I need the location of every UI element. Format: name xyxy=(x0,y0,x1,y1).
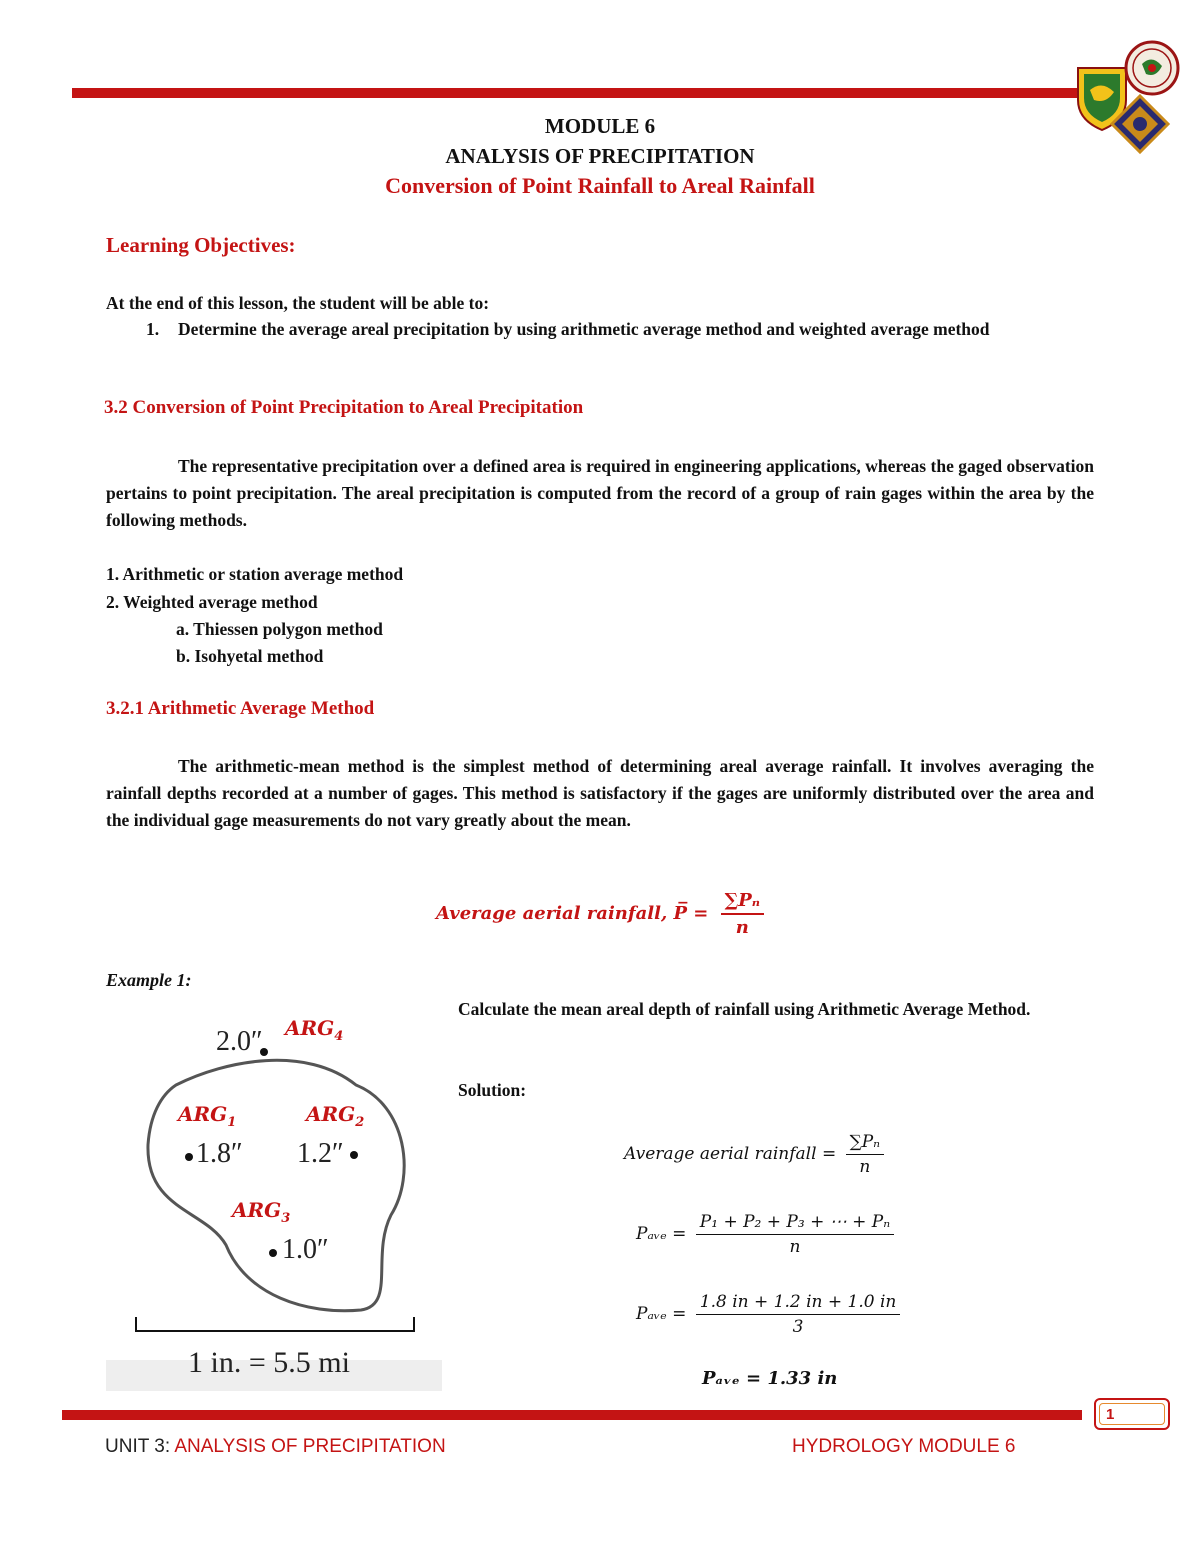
objectives-heading: Learning Objectives: xyxy=(106,233,296,257)
module-topic: Conversion of Point Rainfall to Areal Rainfall xyxy=(385,173,815,198)
eq2-fraction xyxy=(696,1212,894,1257)
objective-number: 1. xyxy=(146,319,160,339)
page-number-badge xyxy=(1094,1398,1170,1430)
formula-lhs: Average aerial rainfall, P̅ = xyxy=(436,903,709,924)
eq3-denominator: 3 xyxy=(792,1317,804,1337)
gauge-4-label: $ARG_4$ xyxy=(285,1016,344,1044)
submethod-item-a: a. Thiessen polygon method xyxy=(176,619,383,639)
gauge-4-value: 2.0″ xyxy=(216,1026,263,1057)
gauge-3-label: $ARG_3$ xyxy=(232,1198,291,1226)
solution-equation-2 xyxy=(636,1212,894,1257)
formula-denominator: n xyxy=(735,917,749,938)
gauge-2-value: 1.2″ xyxy=(297,1138,344,1169)
section-3-2-heading: 3.2 Conversion of Point Precipitation to Areal Precipitation xyxy=(104,397,584,418)
objectives-intro: At the end of this lesson, the student will be able to: xyxy=(106,293,490,313)
eq1-denominator: n xyxy=(859,1157,871,1177)
eq1-fraction xyxy=(846,1132,884,1177)
objective-text: Determine the average areal precipitation by using arithmetic average method and weighted average method xyxy=(178,319,990,339)
gauge-2-label: $ARG_2$ xyxy=(306,1102,365,1130)
eq1-lhs: Average aerial rainfall = xyxy=(624,1144,837,1164)
footer-module-name: HYDROLOGY MODULE 6 xyxy=(792,1436,1016,1457)
module-subject: ANALYSIS OF PRECIPITATION xyxy=(445,144,755,168)
gauge-3-dot xyxy=(269,1249,277,1257)
formula-fraction xyxy=(721,890,764,938)
module-number: MODULE 6 xyxy=(544,114,656,138)
formula-numerator: ∑Pₙ xyxy=(721,890,764,915)
eq1-numerator: ∑Pₙ xyxy=(846,1132,884,1155)
gauge-1-value: 1.8″ xyxy=(196,1138,243,1169)
scale-bar xyxy=(136,1317,414,1331)
eq3-fraction xyxy=(696,1292,901,1337)
catchment-boundary xyxy=(148,1060,404,1310)
gauge-1-label: $ARG_1$ xyxy=(178,1102,237,1130)
eq2-numerator: P₁ + P₂ + P₃ + ⋯ + Pₙ xyxy=(696,1212,894,1235)
footer-unit-name: ANALYSIS OF PRECIPITATION xyxy=(174,1436,446,1457)
example-problem: Calculate the mean areal depth of rainfall using Arithmetic Average Method. xyxy=(458,999,1031,1019)
example-label: Example 1: xyxy=(106,970,192,990)
eq2-denominator: n xyxy=(789,1237,801,1257)
footer-rule xyxy=(62,1410,1082,1420)
header-rule xyxy=(72,88,1082,98)
solution-label: Solution: xyxy=(458,1080,527,1100)
solution-equation-1 xyxy=(624,1132,884,1177)
section-3-2-paragraph: The representative precipitation over a defined area is required in engineering applications, whereas the gaged observation pertains to point precipitation. The areal precipitation is computed from the record of a group of rain gages within the area by the following methods. xyxy=(106,456,1094,530)
solution-result: Pₐᵥₑ = 1.33 in xyxy=(702,1368,838,1389)
footer-unit-prefix: UNIT 3: xyxy=(105,1436,175,1457)
university-logos xyxy=(1070,38,1180,158)
method-item-1: 1. Arithmetic or station average method xyxy=(106,564,404,584)
page-number: 1 xyxy=(1099,1403,1165,1425)
section-3-2-1-heading: 3.2.1 Arithmetic Average Method xyxy=(106,698,375,719)
university-seal-logo xyxy=(1126,42,1178,94)
eq3-lhs: Pₐᵥₑ = xyxy=(636,1304,687,1324)
footer-unit xyxy=(105,1436,446,1458)
solution-equation-3 xyxy=(636,1292,900,1337)
scale-label: 1 in. = 5.5 mi xyxy=(188,1346,350,1379)
gauge-1-dot xyxy=(185,1153,193,1161)
eq3-numerator: 1.8 in + 1.2 in + 1.0 in xyxy=(696,1292,901,1315)
eq2-lhs: Pₐᵥₑ = xyxy=(636,1224,687,1244)
section-3-2-1-paragraph: The arithmetic-mean method is the simplest method of determining areal average rainfall. It involves averaging the rainfall depths recorded at a number of gages. This method is satisfactory if the gages are uniformly distributed over the area and the individual gage measurements do not vary greatly about the mean. xyxy=(106,756,1094,830)
gauge-2-dot xyxy=(350,1151,358,1159)
method-item-2: 2. Weighted average method xyxy=(106,592,318,612)
gauge-3-value: 1.0″ xyxy=(282,1234,329,1265)
average-rainfall-formula xyxy=(0,890,1200,938)
submethod-item-b: b. Isohyetal method xyxy=(176,646,324,666)
